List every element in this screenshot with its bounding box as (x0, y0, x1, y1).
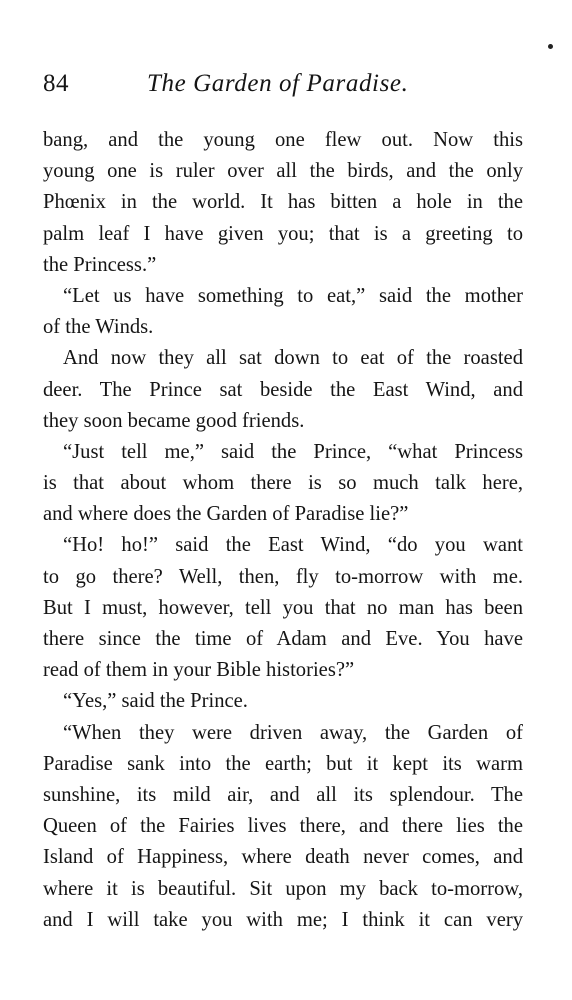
text-line: they soon became good friends. (43, 409, 305, 432)
text-line: and I will take you with me; I think it can very (43, 908, 523, 931)
text-line: is that about whom there is so much talk here, (43, 472, 523, 495)
page-number: 84 (43, 70, 69, 97)
text-line: “Let us have something to eat,” said the mother (63, 284, 523, 307)
text-line: “Just tell me,” said the Prince, “what Princess (63, 440, 523, 463)
text-line: where it is beautiful. Sit upon my back to-morrow, (43, 877, 523, 900)
body-text (43, 125, 523, 936)
text-line: of the Winds. (43, 316, 154, 339)
text-line: Queen of the Fairies lives there, and there lies the (43, 815, 523, 838)
text-line: palm leaf I have given you; that is a greeting to (43, 222, 523, 245)
text-line: And now they all sat down to eat of the roasted (63, 347, 523, 370)
text-line: “Ho! ho!” said the East Wind, “do you want (63, 534, 523, 557)
text-line: there since the time of Adam and Eve. You have (43, 628, 523, 650)
running-title: The Garden of Paradise. (147, 70, 409, 97)
text-line: sunshine, its mild air, and all its splendour. The (43, 783, 523, 806)
text-line: and where does the Garden of Paradise lie?” (43, 503, 409, 526)
text-line: “Yes,” said the Prince. (63, 690, 248, 713)
text-line: bang, and the young one flew out. Now this (43, 129, 523, 151)
text-line: young one is ruler over all the birds, and the only (43, 160, 523, 183)
text-line: Island of Happiness, where death never comes, and (43, 846, 523, 869)
ink-speck (548, 44, 553, 49)
text-line: the Princess.” (43, 253, 157, 276)
text-line: Phœnix in the world. It has bitten a hole in the (43, 191, 523, 214)
text-line: Paradise sank into the earth; but it kept its warm (43, 752, 523, 775)
text-line: deer. The Prince sat beside the East Wind, and (43, 378, 523, 401)
text-line: But I must, however, tell you that no man has been (43, 596, 523, 619)
page-header (43, 70, 533, 110)
text-line: read of them in your Bible histories?” (43, 659, 355, 682)
text-line: “When they were driven away, the Garden of (63, 721, 523, 744)
text-line: to go there? Well, then, fly to-morrow with me. (43, 565, 523, 588)
